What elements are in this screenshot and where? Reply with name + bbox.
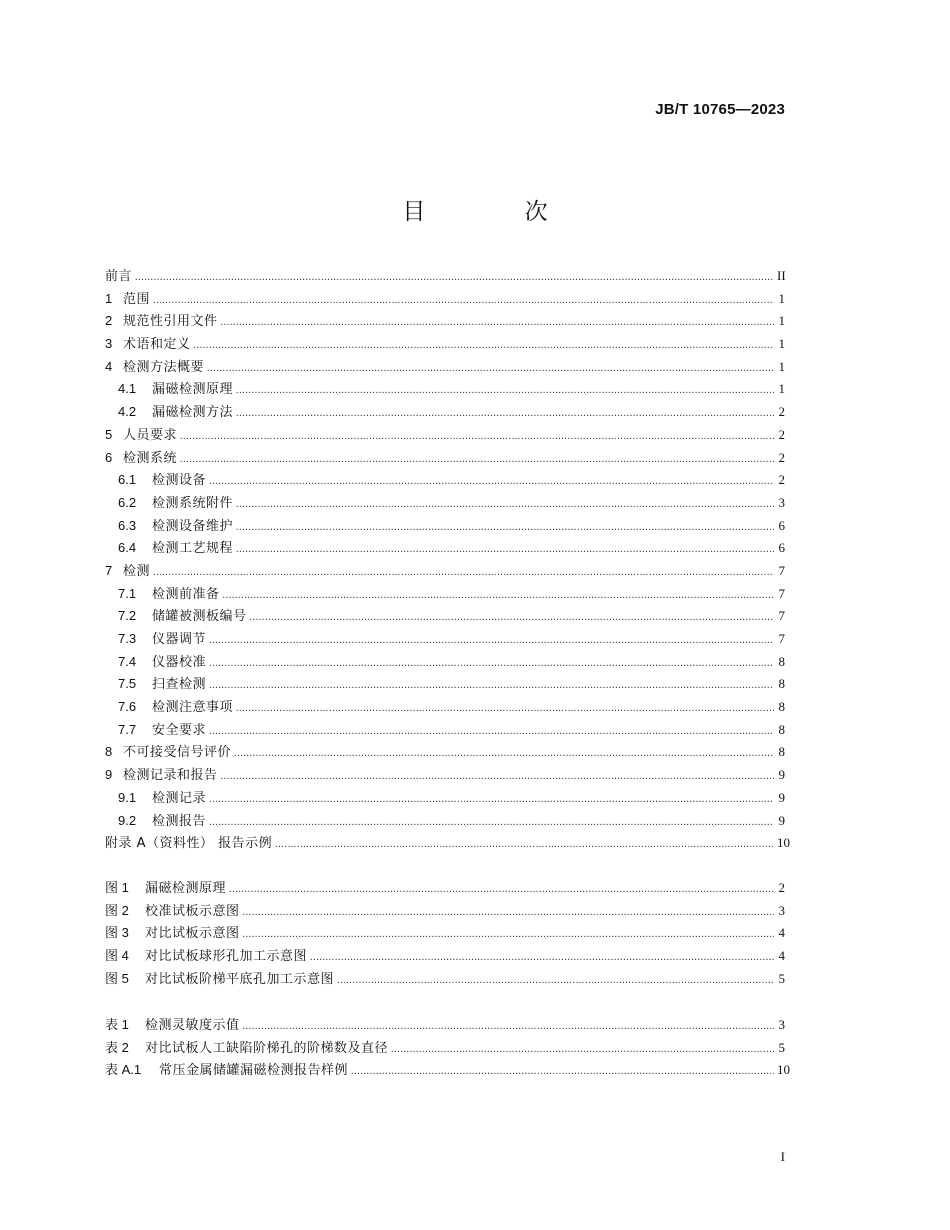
toc-entry-title: 检测报告 [152, 813, 207, 829]
toc-entry-title: 人员要求 [123, 427, 178, 443]
figure-entry[interactable] [105, 922, 785, 945]
dot-leader [234, 748, 774, 759]
toc-entry[interactable] [105, 832, 790, 855]
table-entry-title: 对比试板人工缺陷阶梯孔的阶梯数及直径 [145, 1040, 389, 1056]
figure-entry-title: 对比试板阶梯平底孔加工示意图 [145, 971, 335, 987]
toc-entry[interactable] [105, 696, 785, 719]
toc-entry-page-number: 9 [778, 812, 785, 828]
toc-entry-title: 检测系统附件 [152, 495, 234, 511]
dot-leader [243, 1021, 774, 1032]
toc-entry-page-number: 2 [778, 404, 785, 420]
toc-main-list [105, 265, 790, 855]
toc-entry-title: 储罐被测板编号 [152, 609, 247, 625]
toc-entry-number: 8 [105, 744, 113, 760]
figure-entry-title: 对比试板球形孔加工示意图 [145, 949, 308, 965]
toc-entry-title: 仪器调节 [152, 632, 207, 647]
table-entry-page-number: 3 [778, 1017, 785, 1032]
toc-entry-page-number: 1 [778, 290, 785, 306]
toc-entry-title: 不可接受信号评价 [123, 745, 232, 761]
toc-entry-number: 4.2 [118, 404, 137, 420]
toc-entry-page-number: 7 [778, 562, 785, 578]
table-entry[interactable] [105, 1037, 785, 1060]
toc-entry-page-number: 2 [778, 426, 785, 442]
toc-entry-title: 漏磁检测方法 [152, 405, 234, 421]
toc-entry-number: 6.4 [118, 540, 137, 556]
table-entry-page-number: 10 [777, 1062, 790, 1078]
toc-entry-page-number: 8 [778, 676, 785, 692]
toc-entry-title: 漏磁检测原理 [152, 382, 234, 398]
toc-entry-page-number: 1 [778, 336, 785, 352]
toc-entry-number: 3 [105, 336, 113, 352]
figure-entry-page-number: 4 [778, 948, 785, 964]
toc-entry-page-number: 7 [778, 608, 785, 624]
toc-entry-number: 9.2 [118, 812, 137, 828]
toc-entry[interactable] [105, 719, 785, 742]
dot-leader [180, 454, 774, 465]
toc-entry-title: 规范性引用文件 [123, 314, 218, 330]
toc-entry[interactable] [105, 560, 785, 583]
toc-entry[interactable] [105, 628, 785, 651]
toc-entry-number: 7 [105, 562, 113, 578]
dot-leader [209, 794, 774, 805]
toc-entry-page-number: 7 [778, 585, 785, 601]
dot-leader [209, 476, 774, 487]
dot-leader [194, 340, 774, 351]
page-title: 目 次 [402, 199, 594, 225]
toc-entry-title: 检测注意事项 [152, 700, 234, 716]
figure-entry-title: 校准试板示意图 [145, 903, 240, 919]
toc-entry-title: 附录 A（资料性） 报告示例 [105, 836, 273, 852]
toc-entry-title: 检测记录和报告 [123, 768, 218, 784]
toc-entry[interactable] [105, 310, 785, 333]
toc-entry-number: 7.4 [118, 653, 137, 669]
toc-entry-page-number: 1 [778, 358, 785, 374]
toc-entry-number: 9.1 [118, 789, 137, 805]
toc-entry[interactable] [105, 333, 785, 356]
toc-entry[interactable] [105, 764, 785, 787]
toc-entry-page-number: 2 [778, 472, 785, 488]
toc-entry-number: 2 [105, 313, 113, 329]
figure-entry-number: 图 1 [105, 880, 129, 895]
toc-entry[interactable] [105, 651, 785, 674]
table-entry-title: 常压金属储罐漏磁检测报告样例 [159, 1063, 349, 1079]
toc-entry[interactable] [105, 741, 785, 764]
toc-entry[interactable] [105, 265, 785, 288]
toc-entry[interactable] [105, 673, 785, 696]
dot-leader [209, 658, 774, 669]
dot-leader [236, 544, 774, 555]
dot-leader [236, 408, 774, 419]
toc-entry[interactable] [105, 537, 785, 560]
dot-leader [351, 1066, 774, 1077]
dot-leader [153, 295, 774, 306]
toc-entry-page-number: 1 [778, 313, 785, 329]
figure-entry-page-number: 2 [778, 880, 785, 895]
toc-entry[interactable] [105, 810, 785, 833]
toc-entry-page-number: 1 [778, 381, 785, 397]
toc-entry-number: 6.1 [118, 472, 137, 488]
toc-entry-page-number: 6 [778, 540, 785, 556]
figure-entry-title: 漏磁检测原理 [145, 881, 227, 896]
table-entry[interactable] [105, 1059, 790, 1082]
toc-entry-page-number: 9 [778, 789, 785, 805]
table-entry[interactable] [105, 1014, 785, 1037]
toc-entry-title: 检测 [123, 563, 151, 579]
toc-entry[interactable] [105, 424, 785, 447]
dot-leader [236, 499, 774, 510]
dot-leader [243, 907, 774, 918]
table-entry-title: 检测灵敏度示值 [145, 1018, 240, 1033]
figure-entry-title: 对比试板示意图 [145, 926, 240, 942]
toc-entry-number: 7.7 [118, 721, 137, 737]
toc-entry-number: 4.1 [118, 381, 137, 397]
toc-entry-page-number: 8 [778, 721, 785, 737]
toc-entry-number: 7.5 [118, 676, 137, 692]
toc-table-list [105, 1014, 790, 1082]
toc-entry-number: 6.2 [118, 494, 137, 510]
toc-entry-title: 术语和定义 [123, 337, 191, 353]
toc-entry-number: 5 [105, 426, 113, 442]
toc-entry-page-number: 9 [778, 767, 785, 783]
toc-entry-number: 9 [105, 767, 113, 783]
toc-entry[interactable] [105, 605, 785, 628]
dot-leader [209, 726, 774, 737]
toc-entry-title: 检测系统 [123, 450, 178, 466]
figure-entry[interactable] [105, 877, 785, 900]
dot-leader [135, 272, 774, 283]
toc-entry[interactable] [105, 583, 785, 606]
figure-entry[interactable] [105, 900, 785, 923]
dot-leader [221, 317, 774, 328]
toc-entry-number: 6 [105, 449, 113, 465]
toc-entry[interactable] [105, 469, 785, 492]
dot-leader [310, 952, 774, 963]
toc-entry-title: 范围 [123, 291, 151, 307]
figure-entry-number: 图 3 [105, 925, 129, 941]
figure-entry-number: 图 2 [105, 902, 129, 918]
dot-leader [275, 839, 774, 850]
toc-entry-number: 4 [105, 358, 113, 374]
toc-entry-page-number: 7 [778, 631, 785, 646]
dot-leader [236, 522, 774, 533]
toc-entry[interactable] [105, 787, 785, 810]
toc-entry-page-number: 8 [778, 699, 785, 715]
toc-entry-title: 安全要求 [152, 722, 207, 738]
dot-leader [236, 703, 774, 714]
dot-leader [229, 884, 774, 895]
toc-entry-title: 检测方法概要 [123, 359, 205, 375]
toc-entry-page-number: 8 [778, 653, 785, 669]
toc-entry[interactable] [105, 288, 785, 311]
toc-entry-number: 7.2 [118, 608, 137, 624]
figure-entry-number: 图 4 [105, 948, 129, 964]
figure-entry-page-number: 3 [778, 902, 785, 918]
dot-leader [153, 567, 774, 578]
toc-entry-number: 7.3 [118, 631, 137, 646]
dot-leader [250, 612, 774, 623]
dot-leader [243, 929, 774, 940]
toc-entry[interactable] [105, 356, 785, 379]
toc-entry[interactable] [105, 401, 785, 424]
page-number: I [780, 1149, 785, 1164]
toc-entry-title: 检测设备维护 [152, 518, 234, 534]
toc-entry[interactable] [105, 492, 785, 515]
figure-entry-page-number: 4 [778, 925, 785, 941]
toc-entry-title: 检测设备 [152, 473, 207, 489]
dot-leader [207, 363, 774, 374]
dot-leader [180, 431, 774, 442]
figure-entry[interactable] [105, 945, 785, 968]
toc-entry-page-number: 6 [778, 517, 785, 533]
toc-entry-page-number: 8 [778, 744, 785, 760]
dot-leader [209, 817, 774, 828]
figure-entry-number: 图 5 [105, 970, 129, 986]
toc-entry-number: 7.1 [118, 585, 137, 601]
toc-entry[interactable] [105, 515, 785, 538]
table-entry-number: 表 1 [105, 1017, 129, 1032]
toc-entry-title: 前言 [105, 269, 133, 284]
toc-figure-list [105, 877, 785, 990]
toc-entry-page-number: 3 [778, 494, 785, 510]
toc-entry[interactable] [105, 447, 785, 470]
toc-entry-title: 检测工艺规程 [152, 541, 234, 557]
figure-entry[interactable] [105, 968, 785, 991]
dot-leader [221, 771, 774, 782]
toc-entry-title: 检测前准备 [152, 586, 220, 602]
toc-entry-page-number: II [777, 268, 786, 283]
dot-leader [337, 975, 774, 986]
dot-leader [391, 1044, 774, 1055]
toc-entry-number: 1 [105, 290, 113, 306]
dot-leader [209, 635, 774, 646]
toc-entry[interactable] [105, 378, 785, 401]
toc-entry-title: 仪器校准 [152, 654, 207, 670]
toc-entry-page-number: 10 [777, 835, 790, 851]
toc-entry-number: 6.3 [118, 517, 137, 533]
toc-entry-number: 7.6 [118, 699, 137, 715]
table-entry-number: 表 A.1 [105, 1062, 142, 1078]
table-entry-number: 表 2 [105, 1039, 129, 1055]
dot-leader [236, 385, 774, 396]
standard-number: JB/T 10765—2023 [655, 101, 785, 118]
toc-entry-title: 检测记录 [152, 790, 207, 806]
figure-entry-page-number: 5 [778, 970, 785, 986]
dot-leader [209, 680, 774, 691]
table-entry-page-number: 5 [778, 1039, 785, 1055]
toc-entry-title: 扫查检测 [152, 677, 207, 693]
toc-entry-page-number: 2 [778, 449, 785, 465]
dot-leader [223, 590, 774, 601]
